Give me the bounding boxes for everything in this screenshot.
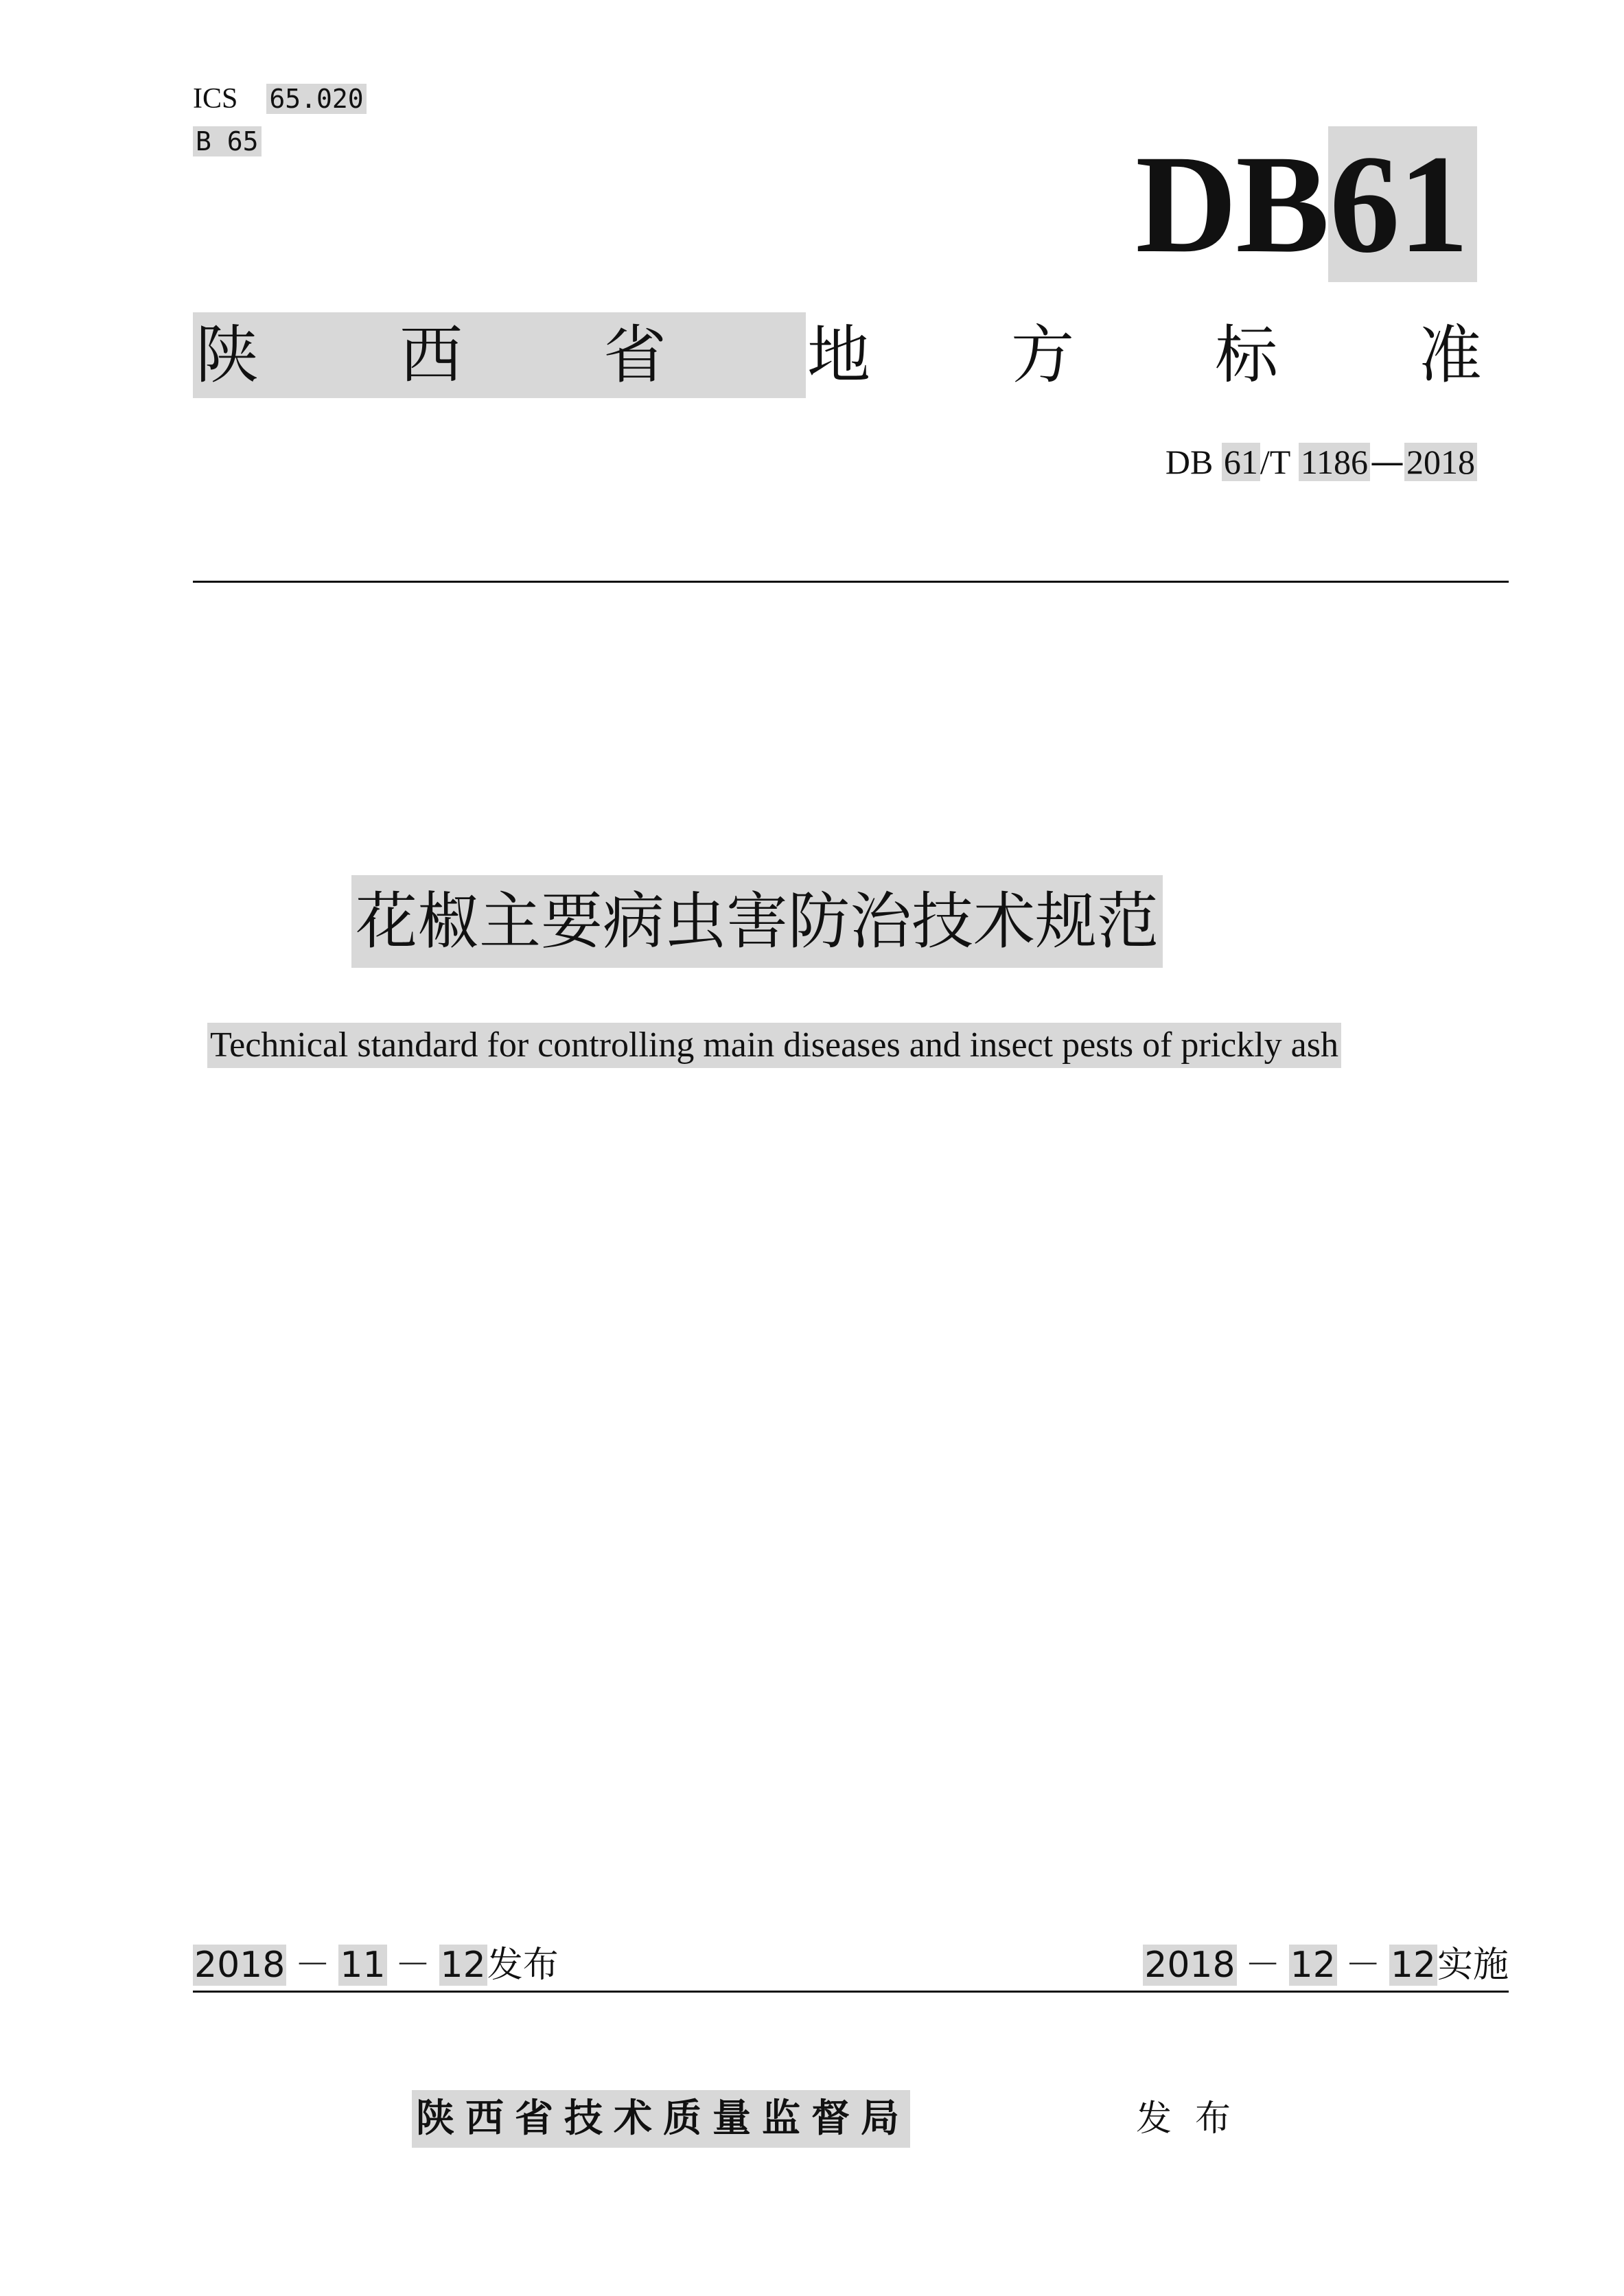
ics-label: ICS	[193, 83, 238, 115]
standard-number-region: 61	[1222, 443, 1260, 481]
standard-type-char: 方	[1010, 318, 1074, 392]
standard-number-year: 2018	[1404, 443, 1477, 481]
db-mark	[1135, 126, 1477, 282]
db-prefix: DB	[1135, 126, 1328, 282]
implementation-date-day: 12	[1390, 1945, 1436, 1986]
issue-date	[193, 1941, 559, 1989]
standard-type-char: 准	[1418, 318, 1482, 392]
standard-type-char: 标	[1214, 318, 1278, 392]
classification-code: B 65	[193, 126, 262, 156]
title-english: Technical standard for controlling main diseases and insect pests of prickly ash	[207, 1023, 1341, 1068]
issue-date-label: 发布	[487, 1945, 559, 1986]
title-chinese: 花椒主要病虫害防治技术规范	[351, 875, 1163, 968]
implementation-date-year: 2018	[1144, 1945, 1236, 1986]
db-number: 61	[1328, 126, 1477, 282]
implementation-date-separator: －	[1244, 1945, 1281, 1986]
issue-word: 发布	[1136, 2098, 1255, 2140]
standard-type-char: 陕	[195, 318, 259, 392]
standard-number-type: /T	[1260, 443, 1290, 481]
issuing-authority: 陕西省技术质量监督局	[412, 2090, 910, 2148]
issue-date-day: 12	[440, 1945, 486, 1986]
standard-number	[1165, 439, 1477, 485]
standard-type	[193, 312, 1497, 398]
issue-date-year: 2018	[194, 1945, 286, 1986]
classification-line	[193, 124, 262, 159]
implementation-date	[1143, 1941, 1509, 1989]
ics-line	[193, 81, 367, 117]
standard-type-char: 地	[807, 318, 870, 392]
standard-number-prefix: DB	[1165, 443, 1214, 481]
footer-divider	[193, 1991, 1509, 1993]
implementation-date-month: 12	[1290, 1945, 1336, 1986]
issue-date-separator: －	[294, 1945, 331, 1986]
ics-code: 65.020	[266, 84, 366, 114]
implementation-date-separator: －	[1345, 1945, 1381, 1986]
standard-number-dash: —	[1370, 442, 1404, 482]
standard-type-char: 省	[603, 318, 666, 392]
header-divider	[193, 581, 1509, 583]
standard-number-code: 1186	[1299, 443, 1370, 481]
standard-type-char: 西	[399, 318, 463, 392]
standard-type-highlight	[193, 312, 806, 398]
issue-date-separator: －	[395, 1945, 431, 1986]
implementation-date-label: 实施	[1437, 1945, 1509, 1986]
issue-date-month: 11	[340, 1945, 386, 1986]
